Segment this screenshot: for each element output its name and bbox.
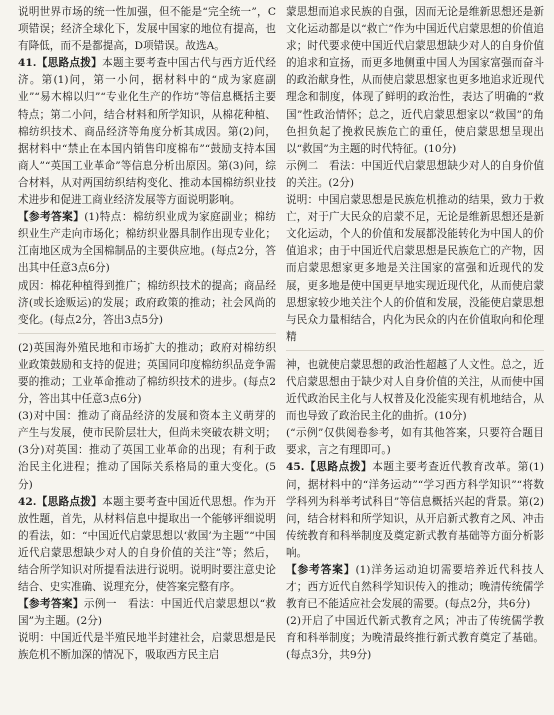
question-41-answer: 【参考答案】(1)特点：棉纺织业成为家庭副业；棉纺织业生产走向市场化；棉纺织业器具制作出现专业化；江南地区成为全国棉制品的主要供应地。(每点2分，答出其中任意3点6分) xyxy=(18,211,276,275)
question-41-hint: 41.【思路点拨】本题主要考查中国古代与西方近代经济。第(1)问，第一小问，据材料中的“成为家庭副业”“易木棉以归”“专业化生产的作坊”等信息概括主要特点；第二小问，结合材料和所学知识，从棉花种植、棉纺织技术、商品经济等角度分析其成因。第(2)问，据材料中“禁止在本国内销售印度棉布”“鼓励支持本国商人”“英国工业革命”等信息分析出原因。第(3)问，综合材料，从对两国纺织结构变化、推动本国棉纺织业技术进步和促进工商业经济发展等方面说明影响。 xyxy=(18,57,276,207)
paragraph-r3: 说明：中国启蒙思想是民族危机推动的结果，致力于救亡，对于广大民众的启蒙不足，无论是维新思想还是新文化运动，个人的价值和发展都没能转化为中国人的价值追求；由于中国近代启蒙思想是民族危亡的产物，因而启蒙思想家更多地是关注国家的富强和近现代的发展，更多地是使中国更早地实现近现代化，从而使启蒙思想家较少地关注个人的价值和发展，没能使启蒙思想与民众力量相结合，内化为民众的内在价值取向和伦理精 xyxy=(286,194,544,343)
paragraph-l4: 成因：棉花种植得到推广；棉纺织技术的提高；商品经济(或长途贩运)的发展；政府政策的推动；社会风尚的变化。(每点2分，答出3点5分) xyxy=(18,279,276,326)
question-number: 42. xyxy=(18,495,37,508)
question-45-hint: 45.【思路点拨】本题主要考查近代教育改革。第(1)问，据材料中的“洋务运动”“学习西方科学知识”“将数学科列为科举考试科目”等信息概括兴起的背景。第(2)问，结合材料和所学知识，从开启新式教育之风、冲击传统教育和科举制度及奠定新式教育基础等方面分析影响。 xyxy=(286,461,544,559)
question-45-answer: 【参考答案】(1)洋务运动迫切需要培养近代科技人才；西方近代自然科学知识传入的推动；晚清传统儒学教育已不能适应社会发展的需要。(每点2分，共6分) xyxy=(286,564,544,611)
question-number: 45. xyxy=(286,461,305,474)
left-column xyxy=(18,4,276,712)
section-heading: 【参考答案】 xyxy=(18,598,84,611)
question-42-answer: 【参考答案】示例一 看法：中国近代启蒙思想以“救国”为主题。(2分) xyxy=(18,598,276,628)
paragraph-r8: (2)开启了中国近代新式教育之风；冲击了传统儒学教育和科举制度；为晚清最终推行新式教育奠定了基础。(每点3分，共9分) xyxy=(286,615,544,662)
question-number: 41. xyxy=(18,57,37,70)
paragraph-l9: 说明：中国近代是半殖民地半封建社会，启蒙思想是民族危机不断加深的情况下，吸取西方民主启 xyxy=(18,632,276,662)
question-42-hint: 42.【思路点拨】本题主要考查中国近代思想。作为开放性题，首先，从材料信息中提取出一个能够评细说明的看法，如：“中国近代启蒙思想以‘救国’为主题”“中国近代启蒙思想缺少对人的自身价值的关注”等；然后，结合所学知识对所提看法进行说明。说明时要注意史论结合、史实准确、说理充分，使答案完整有序。 xyxy=(18,495,276,594)
paragraph-r2: 示例二 看法：中国近代启蒙思想缺少对人的自身价值的关注。(2分) xyxy=(286,159,544,189)
section-heading: 【参考答案】 xyxy=(18,211,85,224)
paragraph-r4: 神，也就使启蒙思想的政治性超越了人文性。总之，近代启蒙思想由于缺少对人自身价值的关注，从而使中国近代政治民主化与人权普及化没能实现有机地结合，从而也导致了政治民主化的曲折。(10分) xyxy=(286,358,544,423)
section-heading: 【参考答案】 xyxy=(286,564,356,576)
paragraph-l1: 说明世界市场的统一性加强，但不能是“完全统一”，C项错误；经济全球化下，发展中国家的地位有提高，也有降低，而不是都提高，D项错误。故选A。 xyxy=(18,6,276,53)
paragraph-l5: (2)英国海外殖民地和市场扩大的推动；政府对棉纺织业政策鼓励和支持的促进；英国同印度棉纺织品竞争需要的推动；工业革命推动了棉纺织技术的进步。(每点2分，答出其中任意3点6分) xyxy=(18,341,276,406)
divider xyxy=(18,333,276,334)
right-column xyxy=(286,4,544,712)
paragraph-l6: (3)对中国：推动了商品经济的发展和资本主义萌芽的产生与发展，使市民阶层壮大，但尚未突破农耕文明；(3分)对英国：推动了英国工业革命的出现；有利于政治民主化进程；推动了国际关系格局的重大变化。(5分) xyxy=(18,410,276,491)
divider xyxy=(286,350,544,351)
section-heading: 【思路点拨】 xyxy=(304,461,373,474)
paragraph-r1: 蒙思想而追求民族的自强，因而无论是维新思想还是新文化运动都是以“救亡”作为中国近代启蒙思想的价值追求；时代要求使中国近代启蒙思想缺少对人的自身价值的追求和宣扬，而更多地侧重中国人为国家富强而奋斗的政治献身性，从而使启蒙思想家也更多地追求近现代理念和制度，体现了鲜明的政治性，表达了明确的“救国”性政治情怀；总之，近代启蒙思想家以“救国”的角色担负起了挽救民族危亡的重任，使启蒙思想呈现出以“救国”为主题的时代特征。(10分) xyxy=(286,6,544,155)
section-heading: 【思路点拨】 xyxy=(36,495,103,508)
section-heading: 【思路点拨】 xyxy=(36,57,103,70)
paragraph-r5: (“示例”仅供阅卷参考，如有其他答案，只要符合题目要求，言之有理即可。) xyxy=(286,427,544,457)
